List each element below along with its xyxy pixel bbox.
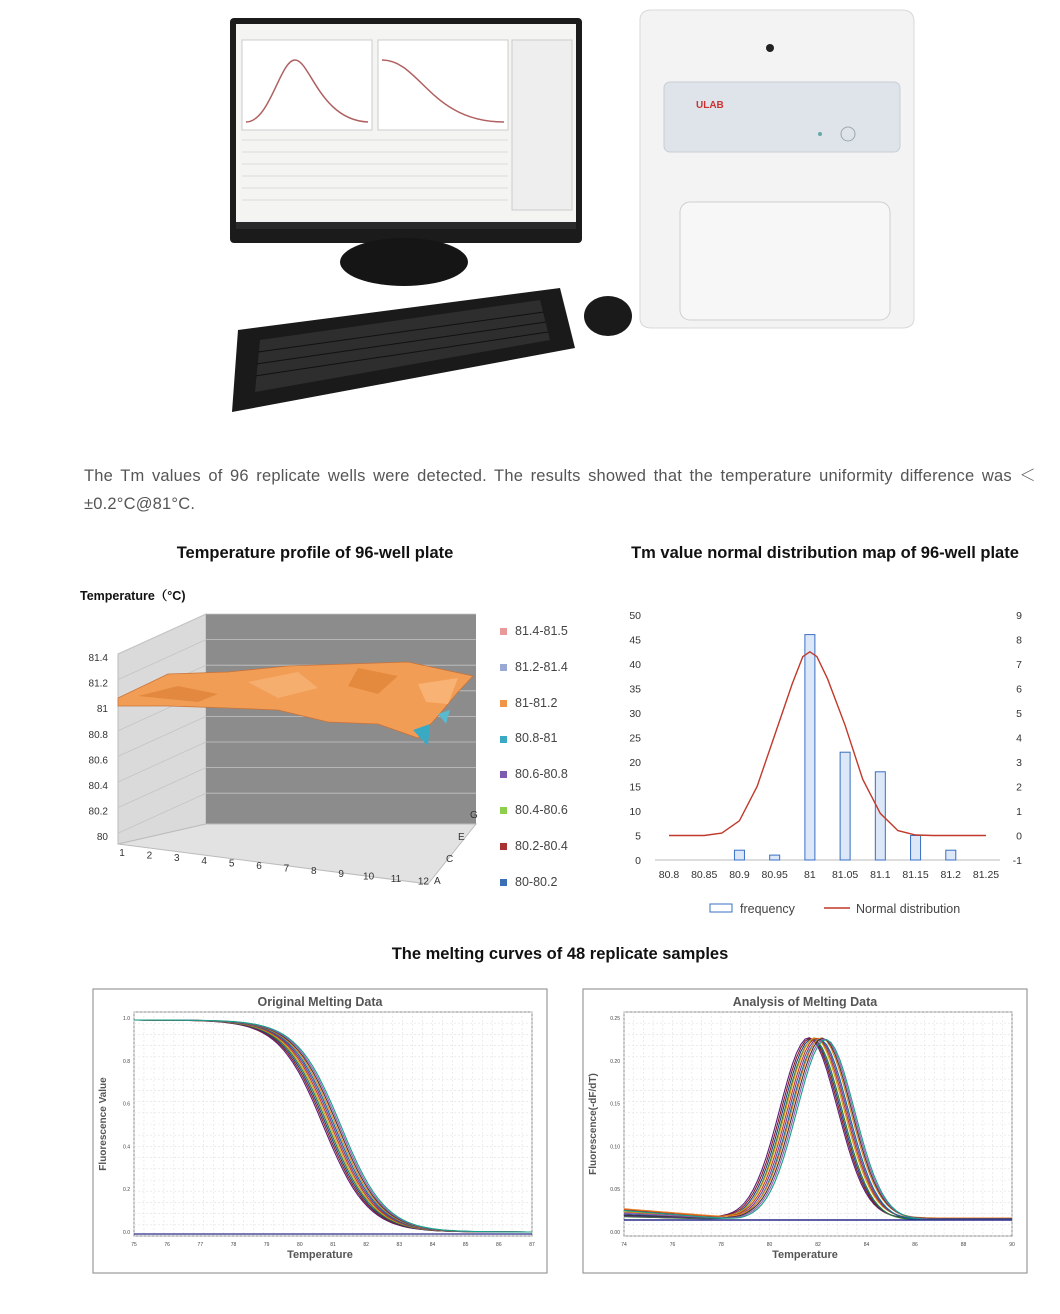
legend-swatch (500, 807, 507, 814)
dist-y-tick: 10 (629, 806, 641, 818)
legend-frequency-swatch (710, 904, 732, 912)
frequency-bar (770, 855, 780, 860)
melt-x-tick: 82 (363, 1242, 369, 1248)
frequency-bar (946, 850, 956, 860)
melt-x-tick: 86 (496, 1242, 502, 1248)
surface-x-tick: 3 (174, 853, 180, 865)
melt-y-tick: 0.15 (610, 1101, 620, 1108)
dist-x-tick: 80.8 (658, 869, 680, 881)
surface-x-tick: 2 (146, 850, 153, 862)
surface-depth-tick: A (434, 876, 441, 887)
dist-x-tick: 81.25 (972, 869, 1000, 881)
dist-x-tick: 81.05 (831, 869, 859, 881)
dist-y-tick: 35 (629, 683, 641, 696)
dist-y2-tick: 2 (1016, 781, 1022, 794)
melt-y-label: Fluorescence Value (98, 1077, 109, 1171)
melt-x-tick: 74 (621, 1242, 627, 1248)
surface-x-tick: 1 (119, 848, 125, 859)
melt-x-tick: 79 (263, 1242, 270, 1248)
melt-y-tick: 0.10 (610, 1144, 620, 1151)
legend-normal-label: Normal distribution (856, 902, 961, 916)
surface-chart (78, 606, 498, 906)
surface-x-tick: 8 (311, 866, 317, 878)
surface-y-tick: 81.4 (88, 653, 108, 664)
surface-y-tick: 80.8 (88, 729, 108, 741)
surface-y-tick: 80.4 (88, 781, 108, 792)
surface-x-tick: 11 (390, 874, 402, 885)
legend-swatch (500, 771, 507, 778)
profile-title: Temperature profile of 96-well plate (176, 544, 454, 562)
surface-y-title: Temperature（°C) (80, 589, 186, 603)
melt-chart-title: Original Melting Data (257, 995, 383, 1009)
dist-x-tick: 80.95 (761, 869, 788, 881)
melt-y-tick: 0.8 (123, 1058, 130, 1065)
legend-label: 81.2-81.4 (515, 659, 568, 674)
dist-y2-tick: 1 (1016, 806, 1022, 818)
surface-depth-tick: G (470, 810, 478, 821)
legend-label: 80.8-81 (515, 731, 558, 746)
surface-x-tick: 6 (256, 861, 262, 872)
legend-swatch (500, 700, 507, 707)
dist-x-tick: 80.85 (691, 869, 718, 881)
melt-x-tick: 77 (197, 1242, 204, 1248)
normal-dist-chart (610, 600, 1040, 930)
dist-y-tick: 30 (629, 708, 641, 720)
dist-y2-tick: -1 (1012, 855, 1022, 867)
dist-x-tick: 81.1 (870, 869, 891, 881)
surface-legend-item (500, 660, 568, 674)
legend-swatch (500, 879, 507, 886)
legend-label: 80.4-80.6 (515, 803, 568, 817)
melt-x-tick: 80 (766, 1242, 773, 1248)
melt-x-tick: 78 (230, 1242, 237, 1248)
dist-y2-tick: 3 (1016, 757, 1022, 769)
melt-x-tick: 78 (718, 1242, 724, 1248)
melt-x-tick: 76 (164, 1242, 170, 1248)
legend-label: 81-81.2 (515, 695, 558, 710)
dist-y-tick: 0 (635, 855, 641, 867)
surface-y-tick: 81.2 (88, 678, 108, 690)
melt-x-tick: 75 (131, 1242, 137, 1248)
normal-dist-title: Tm value normal distribution map of 96-well plate (631, 544, 1019, 562)
dist-y-tick: 25 (629, 732, 641, 745)
surface-y-tick: 80.2 (88, 806, 108, 818)
surface-depth-tick: C (446, 854, 454, 865)
surface-legend-item (500, 731, 557, 745)
melt-y-tick: 0.20 (610, 1058, 620, 1065)
dist-y-tick: 40 (629, 659, 641, 671)
dist-x-tick: 80.9 (729, 869, 750, 881)
melt-y-tick: 0.4 (123, 1144, 130, 1151)
melt-x-tick: 88 (960, 1242, 967, 1248)
melt-y-tick: 0.00 (610, 1230, 620, 1236)
melt-x-label: Temperature (772, 1249, 838, 1261)
melt-x-tick: 80 (297, 1242, 303, 1248)
dist-y2-tick: 9 (1016, 610, 1022, 622)
melt-y-tick: 1.0 (123, 1016, 130, 1022)
normal-distribution-line (669, 652, 986, 836)
dist-y2-tick: 5 (1016, 708, 1022, 720)
legend-swatch (500, 664, 507, 671)
surface-legend-item (500, 839, 568, 853)
legend-swatch (500, 628, 507, 635)
frequency-bar (911, 836, 921, 861)
surface-x-tick: 5 (228, 858, 235, 870)
surface-legend-item (500, 767, 568, 781)
surface-x-tick: 10 (363, 871, 375, 883)
dist-y2-tick: 4 (1016, 732, 1022, 745)
surface-depth-tick: E (458, 832, 465, 843)
dist-x-tick: 81.2 (940, 869, 961, 881)
dist-y-tick: 5 (635, 830, 641, 843)
surface-x-tick: 4 (201, 855, 207, 867)
melt-x-tick: 83 (396, 1242, 403, 1248)
surface-y-tick: 81 (96, 704, 108, 716)
surface-legend-item (500, 875, 557, 889)
brand-logo: ULAB (696, 100, 724, 111)
melt-x-tick: 84 (429, 1242, 436, 1248)
dist-y2-tick: 8 (1016, 634, 1022, 647)
surface-legend-item (500, 696, 557, 710)
product-photo (220, 0, 920, 420)
melt-x-tick: 85 (462, 1242, 469, 1248)
melt-x-tick: 87 (529, 1242, 535, 1248)
surface-legend-item (500, 803, 568, 817)
surface-y-tick: 80.6 (88, 755, 108, 767)
melt-x-tick: 82 (815, 1242, 821, 1248)
dist-y-tick: 20 (629, 757, 641, 769)
dist-y-tick: 15 (629, 781, 641, 794)
frequency-bar (805, 635, 815, 860)
melt-chart-title: Analysis of Melting Data (732, 995, 878, 1009)
melt-x-tick: 90 (1009, 1242, 1015, 1248)
surface-x-tick: 7 (283, 863, 290, 875)
dist-y2-tick: 7 (1016, 659, 1022, 671)
melt-y-tick: 0.0 (123, 1230, 130, 1236)
melt-x-tick: 76 (669, 1242, 676, 1248)
melt-y-tick: 0.2 (123, 1187, 130, 1194)
melt-x-tick: 84 (863, 1242, 870, 1248)
surface-legend-item (500, 624, 568, 638)
melt-y-label: Fluorescence(-dF/dT) (588, 1073, 599, 1175)
melt-x-label: Temperature (287, 1249, 353, 1261)
legend-label: 80.6-80.8 (515, 767, 568, 782)
caption-text: The Tm values of 96 replicate wells were detected. The results showed that the temperature uniformity difference was ＜±0.2°C@81°C. (84, 467, 1036, 513)
melt-y-tick: 0.25 (610, 1016, 620, 1022)
dist-y-tick: 45 (629, 634, 641, 647)
analysis-melting-chart (582, 988, 1028, 1274)
melt-x-tick: 86 (912, 1242, 918, 1248)
legend-frequency-label: frequency (740, 902, 795, 916)
melt-x-tick: 81 (330, 1242, 336, 1248)
frequency-bar (734, 850, 744, 860)
dist-y2-tick: 6 (1016, 683, 1022, 696)
legend-label: 80-80.2 (515, 874, 558, 889)
surface-x-tick: 9 (338, 868, 344, 880)
surface-x-tick: 12 (417, 876, 429, 888)
melting-title: The melting curves of 48 replicate samples (391, 945, 729, 963)
legend-swatch (500, 843, 507, 850)
legend-label: 81.4-81.5 (515, 624, 568, 638)
original-melting-chart (92, 988, 548, 1274)
melt-y-tick: 0.6 (123, 1101, 130, 1108)
dist-y-tick: 50 (629, 610, 641, 622)
melt-y-tick: 0.05 (610, 1187, 620, 1194)
dist-x-tick: 81.15 (902, 869, 929, 881)
legend-label: 80.2-80.4 (515, 838, 568, 853)
dist-y2-tick: 0 (1016, 830, 1022, 843)
legend-swatch (500, 736, 507, 743)
dist-x-tick: 81 (804, 869, 816, 881)
frequency-bar (840, 752, 850, 860)
surface-y-tick: 80 (96, 832, 108, 844)
